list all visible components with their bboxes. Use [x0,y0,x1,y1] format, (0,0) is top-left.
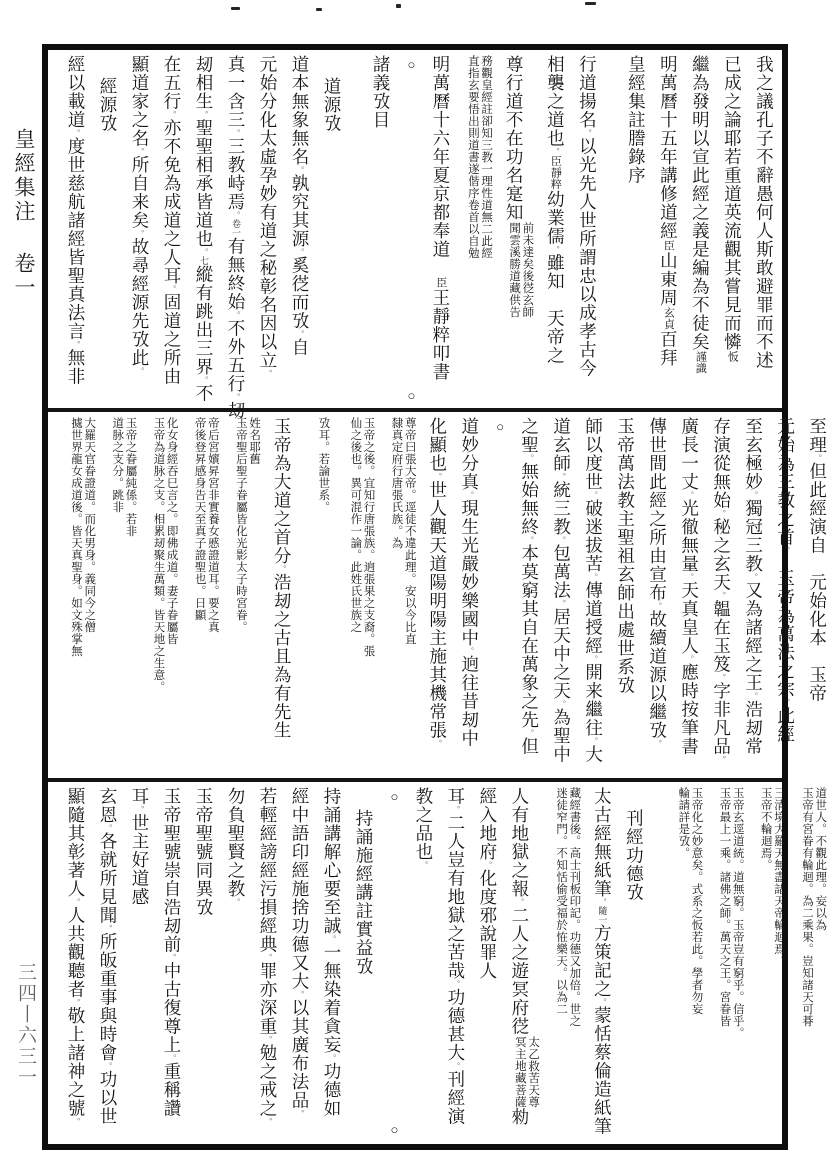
column-text: 勿負聖賢之教。 [226,787,246,906]
annotation-subcolumn: 玉帝為道脉之支。相累刼聚生萬類。皆天地之生意。 [152,417,165,693]
annotation-subcolumn: 前未達矣後徔玄師 [521,221,534,318]
column-text: 太古經無紙筆。 [592,787,613,906]
text-column [519,417,540,776]
text-column [462,55,492,406]
inline-small-text: 㤆 [726,351,739,363]
reading-mark: 。 [264,953,273,962]
reading-mark: 。 [433,472,443,481]
text-column [321,787,342,1140]
reading-mark: 。 [433,739,443,748]
circle-marker: ○ [403,57,419,73]
annotation-pair [513,1036,539,1108]
text-column [430,55,451,406]
column-text: 皇經集註謄錄序 [626,55,647,185]
reading-mark: 。 [136,805,145,814]
text-column [257,787,278,1140]
reading-mark: 。 [717,755,727,764]
annotation-subcolumn: 帝後登昇感身告天至真子證聖也。日顯 [193,417,206,621]
text-column [807,417,828,776]
register-top [48,50,783,420]
text-column [257,55,278,406]
text-column [509,787,539,1140]
reading-mark: 。 [781,546,791,551]
reading-mark: 。 [296,166,305,174]
reading-mark: 。 [168,953,177,962]
reading-mark: 。 [264,1035,273,1044]
reading-mark: 。 [296,248,305,256]
annotation-pair [759,787,785,967]
text-column [477,787,498,1140]
column-text: 經以載道。度世慈航諸經皆聖真法言。無非 [66,55,86,386]
column-text: 刼相生。聖聖相承皆道也。 [194,55,214,256]
annotation-pair [676,787,702,1015]
reading-mark: 。 [813,454,823,462]
column-text: 道玄師。統三教。包萬法。居天中之天。為聖中 [551,417,572,764]
inline-small-text: 臣靜粹 [549,155,562,190]
reading-mark: 。 [296,1109,305,1118]
text-column [161,55,182,406]
text-column [65,787,86,1140]
column-text: 在五行。亦不免為成道之人耳。固道之所由 [162,55,182,386]
annotation-subcolumn: 三清境大羅天無盡諸天帝輪迴焉。 [772,787,785,967]
text-column [413,787,434,1140]
reading-mark: 。 [72,340,81,349]
reading-mark: 。 [264,1117,273,1126]
text-column [743,417,764,776]
reading-mark: 。 [104,824,113,832]
annotation-pair [507,222,533,318]
column-text: 經入地府。化度邪說罪人 [477,787,498,980]
column-text: 化顯也。世人觀天道陽明陽主施其機常張。 [427,417,448,748]
column-text: 至玄極妙。獨冠三教。又為諸經之王。浩刼常 [743,417,764,756]
reading-mark: 。 [232,898,241,906]
interlinear-note: 隨一 [597,906,608,924]
reading-mark: 。 [328,935,337,943]
annotation-pair [69,417,95,657]
annotation-subcolumn: 仙之後也。異可混作一論。此姓氏世族之 [349,417,362,633]
reading-mark: 。 [104,924,113,933]
text-column [106,417,136,776]
text-column [576,55,597,406]
inline-small-text: 臣 [434,277,447,289]
column-text: 勑 [509,1107,530,1126]
reading-mark: 。 [557,700,567,708]
reading-mark: 。 [136,147,145,156]
reading-mark: 。 [749,692,759,700]
text-column [583,417,604,776]
reading-mark: 。 [232,311,241,319]
annotation-pair [110,417,136,537]
annotation-pair [303,417,329,513]
column-text: 持誦施經講註實益攷 [354,809,374,976]
section-header-column [353,787,374,1140]
reading-mark: 。 [525,536,535,544]
reading-mark: 。 [717,591,727,600]
reading-mark: 。 [72,1117,81,1126]
text-column [672,787,702,1140]
reading-mark: 。 [653,739,663,748]
column-text: 繼為發明以宣此經之義是編為不徒矣 [690,55,711,351]
reading-mark: 。 [296,330,305,338]
text-column [289,787,310,1140]
reading-mark: 。 [589,573,599,581]
annotation-pair [192,417,218,633]
text-column [689,55,710,406]
column-text: 山東周 [658,251,679,307]
scan-artifact [585,2,596,5]
annotation-subcolumn: 玉帝聖后聖子眷屬皆化光影太子時宮眷。 [234,417,247,633]
annotation-subcolumn: 攷耳。若論世系。 [317,417,330,513]
reading-mark: 。 [557,472,567,481]
annotation-subcolumn: 道脉之支分。跳非 [111,417,124,513]
column-text: 人有地獄之報。二人之遊冥府徔 [509,787,530,1036]
text-column [551,417,572,776]
text-column [161,787,182,1140]
reading-mark: 。 [598,898,608,906]
reading-mark: 。 [685,491,695,499]
annotation-subcolumn: 帝后宮嬪昇宮非實養女慼證道耳。要之真 [206,417,219,633]
annotation-pair [234,417,260,633]
annotation-pair [800,787,826,1027]
reading-mark: 。 [589,655,599,663]
reading-mark: 。 [583,129,593,137]
circle-marker: ○ [386,789,402,805]
column-text: 耳。二人豈有地獄之苦哉。功德甚大。刊經演 [445,787,466,1126]
margin-page-number: 三四丨六三一 [15,962,36,1088]
column-text: 道妙分真。現生光嚴妙樂國中。逈往昔刼中 [459,417,480,748]
annotation-subcolumn: 玉帝不輪迴焉。 [759,787,772,871]
annotation-subcolumn: 迷徒窄門。不知恬偷受福於恠樂天。以為二 [555,787,568,1015]
text-column [615,417,636,776]
reading-mark: 。 [451,980,461,988]
text-column [370,55,391,406]
column-text: 顯道家之名。所自来矣。故尋經源先攷此。 [130,55,150,375]
column-text: 方策記之。蒙恬蔡倫造紙筆 [592,924,613,1136]
column-text: 師以度世。破迷拔苦。傳道授經。開来繼往。大 [583,417,604,764]
reading-mark: 。 [296,990,305,999]
text-column [753,55,774,406]
reading-mark: 。 [278,565,288,573]
reading-mark: 。 [598,998,608,1006]
annotation-subcolumn: 玉帝玄逕道統。道無窮。玉帝豈有窮乎。信乎。 [731,787,744,1039]
page-frame [42,44,828,1150]
annotation-subcolumn: 聞雲溪勝道藏供告 [508,221,521,318]
annotation-subcolumn [303,417,316,513]
column-text: 我之議孔子不辭愚何人斯敢避罪而不述 [754,55,775,370]
annotation-subcolumn: 玉帝最上一乘。諸佛之師。萬天之王。宮眷皆 [718,787,731,1027]
column-text: 若輕經謗經污損經典。罪亦深重。勉之戒之。 [258,787,278,1126]
column-text: 縱有跳出三界。不 [194,265,214,403]
column-text: 有無終始。不外五行。刼 [226,237,246,420]
text-column [550,787,580,1140]
column-text: 經源攷 [98,77,118,133]
reading-mark: 。 [483,861,493,869]
annotation-subcolumn: 隸真定府行唐張氏族。為 [390,417,403,549]
column-text: 幼業儒。雖知 天帝之 [545,190,566,365]
text-column [65,417,95,776]
text-column [544,55,565,406]
reading-mark: 。 [781,698,791,707]
column-text: 至理。但此經演自 元始化本 玉帝 [807,417,828,703]
column-text: 諸義攷目 [371,55,391,129]
text-column [225,787,246,1140]
text-column [591,787,612,1140]
reading-mark: 。 [515,898,525,906]
annotation-subcolumn: 道世人。不觀此理。妄以為 [814,787,827,931]
text-column [647,417,668,776]
column-text: 刊經功德攷 [624,809,645,902]
annotation-subcolumn: 化女身經吞巳言之。即佛成道。妻子眷屬皆 [165,417,178,645]
column-text: 已成之論耶若重道英流觀其嘗見而憐 [722,55,743,351]
annotation-pair [554,787,580,1027]
section-marker-circles [491,417,508,776]
column-text: 元始分化太虛孕妙有道之秘彰名因以立。 [258,55,278,378]
text-column [711,417,732,776]
text-column [344,417,374,776]
reading-mark: 。 [168,285,177,293]
column-text: 玉帝聖號同異攷 [194,787,214,917]
text-column [775,417,796,776]
column-text: 之聖。無始無終。本莫窮其自在萬象之先。但 [519,417,540,756]
margin-volume-label: 卷一 [12,252,36,300]
column-text: 廣長一丈。光徹無量。天真皇人。應時按筆書 [679,417,700,756]
section-header-column [321,55,342,406]
reading-mark: 。 [451,1062,461,1070]
column-text: 王靜粹叩書 [430,288,451,381]
annotation-pair [717,787,743,1039]
section-header-column [623,787,644,1140]
reading-mark: 。 [685,655,695,663]
reading-mark: 。 [419,861,429,869]
column-text: 玄恩。各就所見聞。所皈重事與時會。功以世 [98,787,118,1126]
text-column [657,55,678,406]
scan-artifact [231,7,240,10]
text-column [129,55,150,406]
margin-book-title: 皇經集注 [12,128,36,224]
text-column [129,787,150,1140]
reading-mark: 。 [200,376,209,384]
reading-mark: 。 [328,1054,337,1062]
annotation-subcolumn: 姓名耶舊 [248,417,261,465]
reading-mark: 。 [685,573,695,581]
annotation-subcolumn: 尊帝曰張大帝。逕徒不違此理。安以今比直 [403,417,416,645]
inline-small-text: 玄貞 [662,307,675,330]
column-text: 持誦講解心要至誠。一無染着貪妄。功德如 [322,787,342,1118]
reading-mark: 。 [589,737,599,745]
annotation-subcolumn: 大羅天官眷證道。而化男身。義同今之僧 [83,417,96,633]
reading-mark: 。 [717,509,727,518]
column-text: 道本無象無名。孰究其源。奚徔而攷。自 [290,55,310,357]
text-column [189,417,219,776]
inline-small-text: 謹識 [694,351,707,374]
annotation-subcolumn: 㨿世界龍女成道後。皆天真聖身。如文殊掌無 [70,417,82,657]
circle-marker: ○ [492,419,508,435]
column-text: 教之品也。 [413,787,434,869]
text-column [679,417,700,776]
annotation-pair [348,417,374,657]
text-column [796,787,826,1140]
reading-mark: 。 [551,245,561,254]
text-column [303,417,333,776]
annotation-pair [151,417,177,693]
text-column [625,55,646,406]
reading-mark: 。 [232,393,241,401]
register-middle [48,412,837,778]
column-text: 傳世間此經之所由宣布。故續道源以繼攷。 [647,417,668,748]
column-text: 尊行道不在功名寔知 [504,55,525,222]
text-column [445,787,466,1140]
column-text: 存演從無始。秘之玄天。韞在玉笈。字非凡品。 [711,417,732,764]
column-text: 百拜 [658,330,679,367]
text-column [271,417,292,776]
annotation-subcolumn: 玉帝有宮眷有輪迴。為二乘果。豈知諸天可朞 [800,787,813,1027]
reading-mark: 。 [136,367,145,375]
column-text: 玉帝為大道之首分。浩刼之古且為有先生 [272,417,293,740]
column-text: 玉帝萬法教主聖祖玄師出處世系攷 [615,417,636,695]
text-column [386,417,416,776]
reading-mark: 。 [200,248,209,256]
text-column [97,787,118,1140]
section-header-column [97,55,118,406]
reading-mark: 。 [168,1054,177,1062]
column-text: 耳。世主好道感 [130,787,150,906]
column-text: 相襲之道也。 [545,55,566,156]
text-column [714,787,744,1140]
text-column [289,55,310,406]
annotation-subcolumn: 冥主地藏菩薩 [513,1035,526,1108]
reading-mark: 。 [525,729,535,737]
inline-small-text: 臣 [662,240,675,252]
column-text: 玉帝聖號崇自浩刼前。中古復尊上。重稱讚 [162,787,182,1118]
annotation-pair [466,55,492,259]
reading-mark: 。 [749,491,759,499]
reading-mark: 。 [465,647,475,655]
reading-mark: 。 [557,599,567,608]
text-column [147,417,177,776]
reading-mark: 。 [525,454,535,462]
annotation-subcolumn: 藏經書後。高士刊板印記。功德又加倍。世之 [568,787,581,1027]
reading-mark: 。 [104,1062,113,1070]
text-column [193,787,214,1140]
column-text: 顯隨其彰著人。人共觀聽者。敬上諸神之號。 [66,787,86,1126]
reading-mark: 。 [749,573,759,581]
section-marker-circles [385,787,402,1140]
interlinear-note: 七 [199,256,209,265]
column-text: 明萬曆十五年講修道經 [658,55,679,240]
scan-artifact [396,4,401,8]
column-text: 真一含三。三教峙焉。 [226,55,246,219]
circle-marker: ○ [386,1122,402,1138]
scan-artifact [316,8,322,11]
reading-mark: 。 [232,129,241,137]
reading-mark: 。 [136,229,145,238]
annotation-subcolumn: 太乙救苦天尊 [527,1035,540,1108]
circle-marker: ○ [403,388,419,404]
annotation-pair [389,417,415,645]
annotation-subcolumn: 玉帝之後。宜知行唐張族。逈張果之支裔。張 [362,417,375,657]
annotation-subcolumn: 務觀皇經註卻知三教一理性道無二此經 [480,55,493,259]
reading-mark: 。 [451,805,461,814]
text-column [193,55,214,406]
reading-mark: 。 [653,602,663,610]
annotation-subcolumn: 玉帝化之妙意矣。式系之㤆若此。學者勿妄 [690,787,703,1015]
column-text: 行道揚名。以光先人世所謂忠以成孝古今 [577,55,598,378]
section-marker-circles [402,55,419,406]
column-text: 元始為三教之首。 玉帝為萬法之宗。此經 [775,417,796,744]
annotation-subcolumn: 玉帝之眷屬純係。若非 [124,417,137,537]
reading-mark: 。 [72,898,81,906]
reading-mark: 。 [168,110,177,119]
reading-mark: 。 [200,110,209,119]
reading-mark: 。 [72,129,81,137]
reading-mark: 。 [589,491,599,499]
reading-mark: 。 [551,147,561,156]
column-text: 道源攷 [322,77,342,133]
reading-mark: 。 [232,211,241,219]
annotation-subcolumn: 直指玄要悟出則道書遂偕序卷首以自勉 [466,55,479,259]
interlinear-note: 卷一 [231,219,241,237]
register-bottom [48,782,835,1142]
column-text: 經中語印經施捨功德又大。以其廣布法品。 [290,787,310,1118]
annotation-subcolumn: 輪請詳是攷。 [677,787,690,859]
text-column [755,787,785,1140]
text-column [721,55,742,406]
reading-mark: 。 [717,673,727,682]
column-text: 明萬曆十六年夏京都奉道 [430,55,451,259]
text-column [427,417,448,776]
reading-mark: 。 [465,491,475,499]
text-column [459,417,480,776]
text-column [230,417,260,776]
text-column [503,55,533,406]
reading-mark: 。 [557,536,567,544]
reading-mark: 。 [72,998,81,1007]
text-column [65,55,86,406]
reading-mark: 。 [264,369,273,378]
text-column [225,55,246,420]
